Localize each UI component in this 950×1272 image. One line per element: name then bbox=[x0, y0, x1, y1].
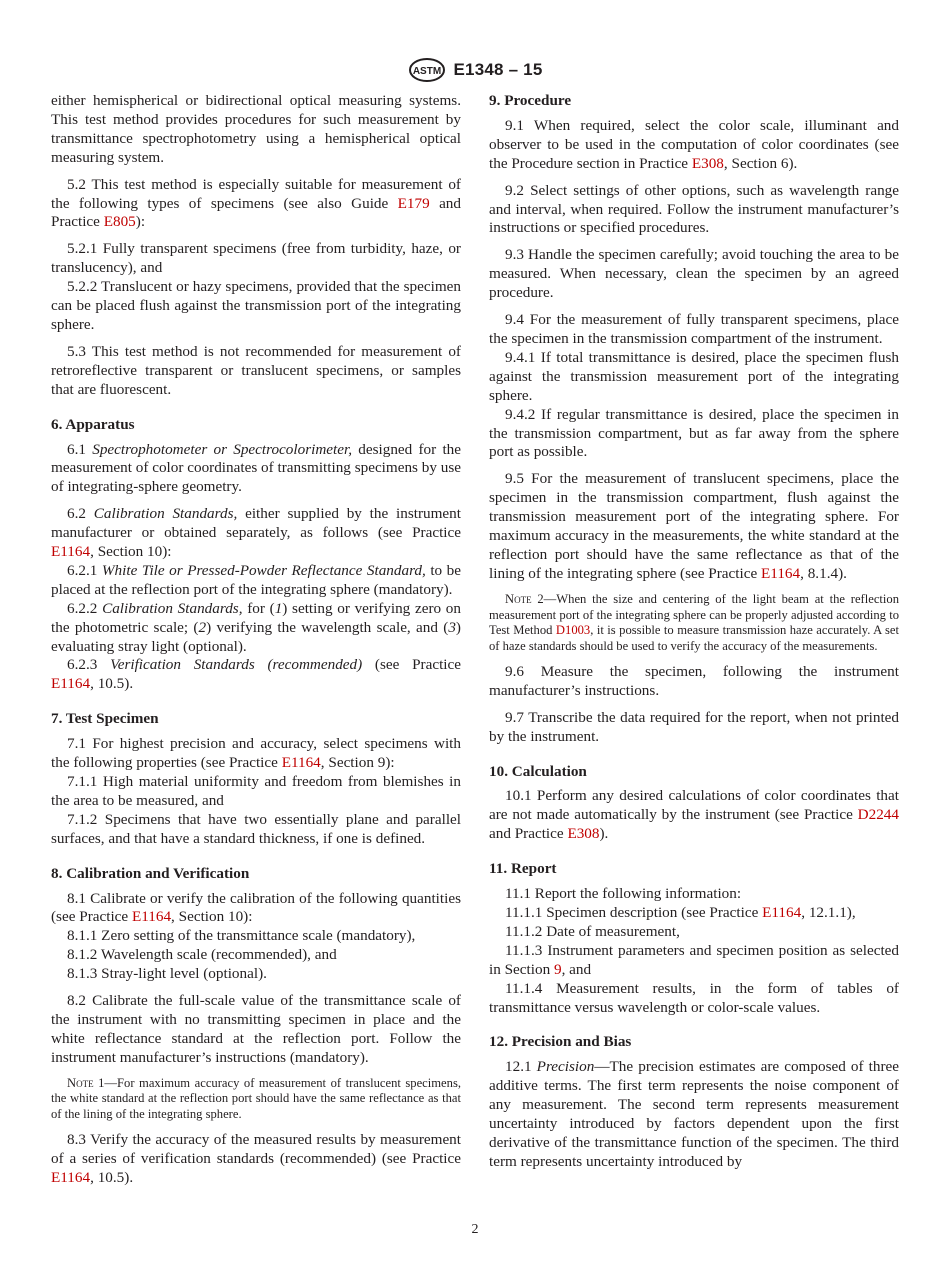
note-2: Note 2—When the size and centering of the light beam at the reflection measurement port of the integrating sphere can be properly adjusted according to Test Method D1003, it is possible to measure transmission haze accurately. A set of haze standards should be used to verify the accuracy of the measurements. bbox=[489, 591, 899, 654]
paragraph-9-4: 9.4 For the measurement of fully transparent specimens, place the specimen in the transmission compartment of the instrument. bbox=[489, 311, 899, 347]
paragraph-11-1-1: 11.1.1 Specimen description (see Practice E1164, 12.1.1), bbox=[505, 904, 856, 921]
paragraph-7-1: 7.1 For highest precision and accuracy, select specimens with the following properties (see Practice E1164, Section 9): bbox=[51, 735, 461, 772]
paragraph-9-2: 9.2 Select settings of other options, such as wavelength range and interval, when required. Follow the instrument manufacturer’s instructions or specified procedures. bbox=[489, 181, 899, 237]
link-d2244[interactable]: D2244 bbox=[857, 806, 899, 824]
paragraph-6-2: 6.2 Calibration Standards, either supplied by the instrument manufacturer or obtained separately, as follows (see Practice E1164, Section 10): bbox=[51, 505, 461, 561]
paragraph-12-1: 12.1 Precision—The precision estimates are composed of three additive terms. The first term represents the noise component of any measurement. The second term represents measurement uncertainty introduced by factors dependent upon the first derivative of the transmittance function of the specimen. The third term represents uncertainty introduced by bbox=[489, 1058, 899, 1170]
link-e1164[interactable]: E1164 bbox=[51, 543, 91, 561]
link-d1003[interactable]: D1003 bbox=[555, 623, 591, 638]
paragraph-6-2-1: 6.2.1 White Tile or Pressed-Powder Reflectance Standard, to be placed at the reflection port of the integrating sphere (mandatory). bbox=[51, 561, 462, 598]
paragraph-9-6: 9.6 Measure the specimen, following the instrument manufacturer’s instructions. bbox=[489, 662, 899, 699]
page-number: 2 bbox=[471, 1222, 479, 1237]
link-e1164[interactable]: E1164 bbox=[131, 908, 172, 926]
paragraph-10-1: 10.1 Perform any desired calculations of color coordinates that are not made automatically by the instrument (see Practice D2244 and Practice E308). bbox=[489, 787, 899, 843]
link-e805[interactable]: E805 bbox=[103, 213, 136, 231]
link-e308[interactable]: E308 bbox=[567, 825, 600, 843]
paragraph-11-1-2: 11.1.2 Date of measurement, bbox=[505, 922, 680, 940]
paragraph-6-1: 6.1 Spectrophotometer or Spectrocolorimeter, designed for the measurement of color coordinates of transmitting specimens by use of integrating-sphere geometry. bbox=[51, 440, 462, 496]
paragraph-9-1: 9.1 When required, select the color scale, illuminant and observer to be used in the computation of color coordinates (see the Procedure section in Practice E308, Section 6). bbox=[489, 116, 899, 172]
link-e1164[interactable]: E1164 bbox=[51, 1168, 91, 1186]
link-e1164[interactable]: E1164 bbox=[762, 904, 802, 921]
paragraph-8-2: 8.2 Calibrate the full-scale value of the transmittance scale of the instrument with no transmitting specimen in place and the white reflectance standard at the reflection port. Follow the instrument manufacturer’s instructions (mandatory). bbox=[51, 992, 461, 1066]
paragraph-9-5: 9.5 For the measurement of translucent specimens, place the specimen in the transmission compartment, flush against the transmission measurement port of the integrating sphere. For maximum accuracy in the measurements, the white standard at the reflection port should have the same reflectance as that of the lining of the integrating sphere (see Practice E1164, 8.1.4). bbox=[489, 470, 899, 582]
paragraph-9-4-2: 9.4.2 If regular transmittance is desired, place the specimen in the transmission compartment, but as far away from the sphere port as possible. bbox=[489, 405, 899, 461]
section-heading-procedure: 9. Procedure bbox=[489, 92, 572, 109]
paragraph-8-1-3: 8.1.3 Stray-light level (optional). bbox=[67, 965, 267, 983]
link-e1164[interactable]: E1164 bbox=[51, 675, 91, 693]
paragraph-5-3: 5.3 This test method is not recommended for measurement of retroreflective transparent or translucent specimens, or samples that are fluorescent. bbox=[51, 342, 461, 398]
paragraph-7-1-1: 7.1.1 High material uniformity and freedom from blemishes in the area to be measured, and bbox=[51, 773, 461, 809]
link-e179[interactable]: E179 bbox=[397, 194, 430, 212]
paragraph-7-1-2: 7.1.2 Specimens that have two essentially plane and parallel surfaces, and that have a standard thickness, if one is defined. bbox=[51, 810, 461, 847]
link-e1164[interactable]: E1164 bbox=[761, 564, 801, 582]
paragraph-5-2: 5.2 This test method is especially suitable for measurement of the following types of specimens (see also Guide E179 and Practice E805): bbox=[51, 175, 461, 231]
paragraph-8-1-2: 8.1.2 Wavelength scale (recommended), and bbox=[67, 946, 337, 964]
page-header bbox=[0, 55, 950, 85]
section-heading-test-specimen: 7. Test Specimen bbox=[51, 710, 159, 728]
paragraph-9-7: 9.7 Transcribe the data required for the report, when not printed by the instrument. bbox=[489, 708, 899, 745]
paragraph-11-1-4: 11.1.4 Measurement results, in the form of tables of transmittance versus wavelength or color-scale values. bbox=[489, 979, 899, 1016]
paragraph-11-1-3: 11.1.3 Instrument parameters and specimen position as selected in Section 9, and bbox=[489, 941, 899, 978]
paragraph-8-1-1: 8.1.1 Zero setting of the transmittance scale (mandatory), bbox=[67, 927, 416, 945]
link-section-9[interactable]: 9 bbox=[553, 960, 562, 978]
section-heading-calibration: 8. Calibration and Verification bbox=[51, 864, 250, 882]
section-heading-apparatus: 6. Apparatus bbox=[51, 415, 135, 433]
paragraph-5-2-1: 5.2.1 Fully transparent specimens (free from turbidity, haze, or translucency), and bbox=[51, 240, 461, 277]
paragraph-8-3: 8.3 Verify the accuracy of the measured results by measurement of a series of verification standards (recommended) (see Practice E1164, 10.5). bbox=[51, 1131, 461, 1186]
paragraph-9-3: 9.3 Handle the specimen carefully; avoid touching the area to be measured. When necessary, clean the specimen by an agreed procedure. bbox=[489, 246, 899, 302]
astm-logo-icon bbox=[408, 58, 446, 82]
paragraph-6-2-3: 6.2.3 Verification Standards (recommended) (see Practice E1164, 10.5). bbox=[51, 656, 462, 693]
right-column bbox=[489, 92, 899, 1172]
left-column bbox=[51, 92, 461, 1196]
link-e308[interactable]: E308 bbox=[691, 154, 724, 172]
note-1: Note 1—For maximum accuracy of measurement of translucent specimens, the white standard at the reflection port should have the same reflectance as that of the lining of the integrating sphere. bbox=[51, 1075, 461, 1122]
document-designation: E1348 – 15 bbox=[453, 60, 543, 79]
paragraph-5-2-2: 5.2.2 Translucent or hazy specimens, provided that the specimen can be placed flush against the transmission port of the integrating sphere. bbox=[51, 278, 461, 333]
paragraph-6-2-2: 6.2.2 Calibration Standards, for (1) setting or verifying zero on the photometric scale; (2) verifying the wavelength scale, and (3) evaluating stray light (optional). bbox=[51, 599, 461, 655]
section-heading-report: 11. Report bbox=[489, 860, 557, 878]
svg-text:ASTM: ASTM bbox=[412, 66, 441, 77]
link-e1164[interactable]: E1164 bbox=[281, 754, 321, 772]
paragraph-5-1-continued: either hemispherical or bidirectional optical measuring systems. This test method provides procedures for such measurement by transmittance spectrophotometry using a hemispherical optical measuring system. bbox=[51, 92, 461, 166]
section-heading-precision-bias: 12. Precision and Bias bbox=[489, 1033, 632, 1051]
paragraph-11-1: 11.1 Report the following information: bbox=[505, 885, 742, 903]
paragraph-8-1: 8.1 Calibrate or verify the calibration of the following quantities (see Practice E1164, Section 10): bbox=[51, 889, 461, 926]
section-heading-calculation: 10. Calculation bbox=[489, 762, 587, 780]
paragraph-9-4-1: 9.4.1 If total transmittance is desired, place the specimen flush against the transmission measurement port of the integrating sphere. bbox=[489, 348, 899, 404]
